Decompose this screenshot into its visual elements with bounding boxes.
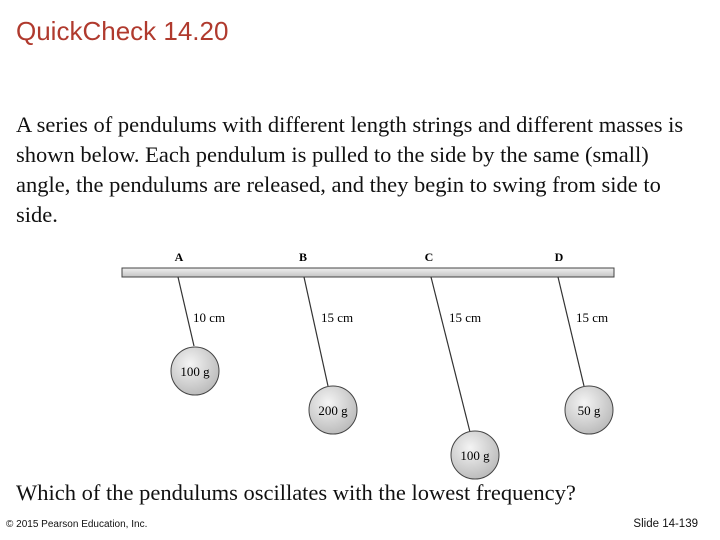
slide-title: QuickCheck 14.20 — [16, 16, 229, 46]
pendulum-a-string — [178, 277, 194, 346]
pendulum-d-label: D — [554, 250, 564, 264]
pendulum-a-length: 10 cm — [193, 310, 226, 325]
pendulum-c-label: C — [424, 250, 434, 264]
pendulum-b — [299, 250, 357, 434]
pendulum-a-mass: 100 g — [180, 364, 210, 379]
pendulum-d — [555, 250, 613, 434]
problem-statement: A series of pendulums with different length strings and different masses is shown below. Each pendulum is pulled to the side by the same (small) angle, the pendulums are released, and they begin to swing from side to side. — [16, 112, 684, 227]
pendulum-a-label: A — [174, 250, 184, 264]
pendulum-c-string — [431, 277, 470, 432]
copyright-notice: © 2015 Pearson Education, Inc. — [6, 519, 148, 530]
pendulum-b-string — [304, 277, 328, 386]
pendulum-b-mass: 200 g — [318, 403, 348, 418]
pendulum-b-length: 15 cm — [321, 310, 354, 325]
slide-number: Slide 14-139 — [633, 518, 698, 530]
pendulum-c — [425, 250, 499, 479]
support-bar — [122, 268, 614, 277]
pendulum-d-length: 15 cm — [576, 310, 609, 325]
pendulum-d-string — [558, 277, 584, 386]
pendulum-c-length: 15 cm — [449, 310, 482, 325]
pendulum-figure — [0, 240, 720, 490]
question-text: Which of the pendulums oscillates with the lowest frequency? — [16, 480, 576, 505]
pendulum-d-mass: 50 g — [577, 403, 601, 418]
pendulum-c-mass: 100 g — [460, 448, 490, 463]
pendulum-b-label: B — [298, 250, 308, 264]
